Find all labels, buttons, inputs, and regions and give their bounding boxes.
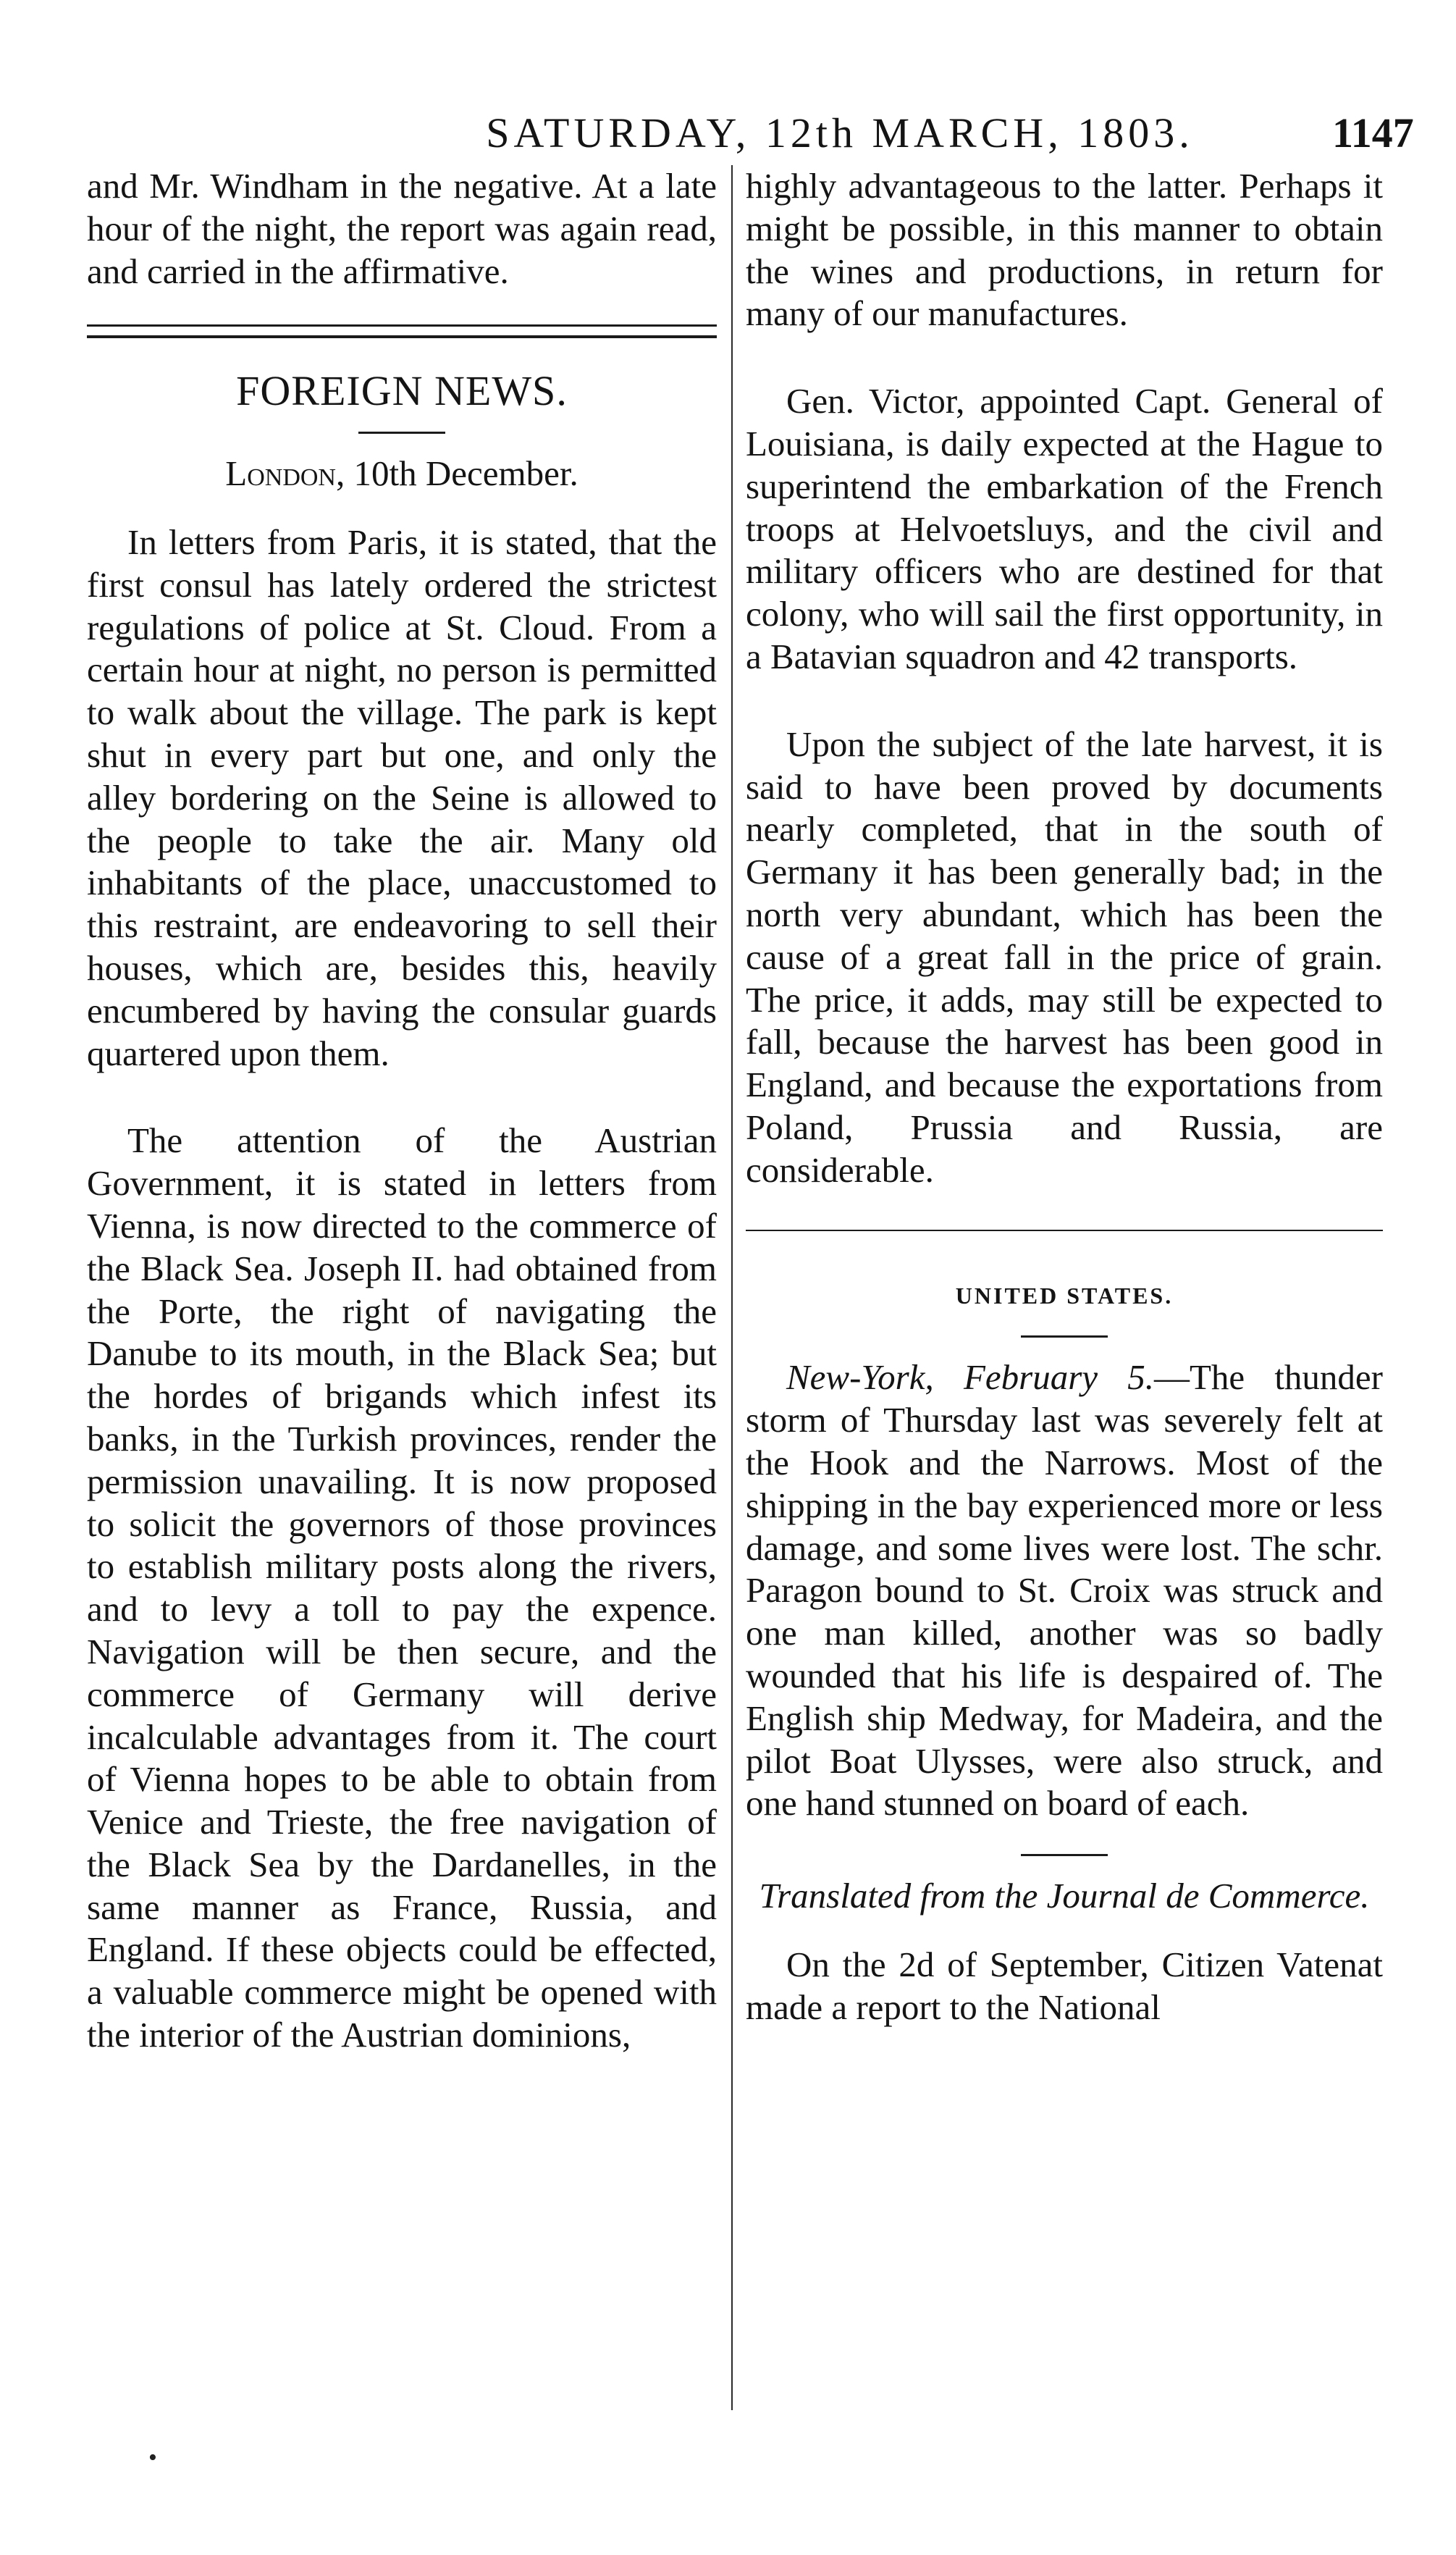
translated-heading: Translated from the Journal de Commerce. <box>759 1876 1370 1916</box>
running-head: SATURDAY, 12th MARCH, 1803. <box>486 109 1194 156</box>
article-harvest: Upon the subject of the late harvest, it is said to have been proved by documents nearly completed, that in the south of Germany it has been generally bad; in the north very abundant, which has been the cause of a great fall in the price of grain. The price, it adds, may still be expected to fall, because the harvest has been good in England, and because the exportations from Poland, Prussia and Russia, are considerable. <box>746 723 1383 1190</box>
dateline-london <box>87 453 717 495</box>
section-title-foreign-news: FOREIGN NEWS. <box>236 367 568 415</box>
column-divider <box>731 165 733 2410</box>
section-title-united-states: UNITED STATES. <box>955 1282 1174 1309</box>
dateline-date: 10th December. <box>345 453 578 494</box>
article-new-york-body: —The thunder storm of Thursday last was severely felt at the Hook and the Narrows. Most of the shipping in the bay experienced more or less damage, and some lives were lost. The schr. Paragon bound to St. Croix was struck and one man killed, another was so badly wounded that his life is despaired of. The English ship Medway, for Madeira, and the pilot Boat Ulysses, were also struck, and one hand stunned on board of each. <box>746 1357 1383 1824</box>
continued-paragraph-right: highly advantageous to the latter. Perhaps it might be possible, in this manner to obtain the wines and productions, in return for many of our manufactures. <box>746 166 1383 334</box>
continued-paragraph: and Mr. Windham in the negative. At a late hour of the night, the report was again read, and carried in the affirmative. <box>87 166 717 291</box>
page-number: 1147 <box>1332 109 1414 156</box>
section-rule <box>746 1230 1383 1231</box>
right-column <box>746 165 1383 2029</box>
left-column <box>87 165 717 2057</box>
dateline-place: London, <box>225 453 345 494</box>
article-vatenat-report: On the 2d of September, Citizen Vatenat made a report to the National <box>746 1944 1383 2027</box>
short-rule-translated <box>1021 1854 1108 1856</box>
double-rule-divider <box>87 324 717 338</box>
article-new-york-storm <box>746 1356 1383 1825</box>
article-austrian-commerce: The attention of the Austrian Government, it is stated in letters from Vienna, is now directed to the commerce of the Black Sea. Joseph II. had obtained from the Porte, the right of navigating the Danube to its mouth, in the Black Sea; but the hordes of brigands which infest its banks, in the Turkish provinces, render the permission unavailing. It is now proposed to solicit the governors of those provinces to establish military posts along the rivers, and to levy a toll to pay the expence. Navigation will be then secure, and the commerce of Germany will derive incalculable advantages from it. The court of Vienna hopes to be able to obtain from Venice and Trieste, the free navigation of the Black Sea by the Dardanelles, in the same manner as France, Russia, and England. If these objects could be effected, a valuable commerce might be opened with the interior of the Austrian dominions, <box>87 1120 717 2055</box>
short-rule-right <box>1021 1335 1108 1338</box>
printer-mark: • <box>148 2444 157 2471</box>
article-paris-police: In letters from Paris, it is stated, that the first consul has lately ordered the strictest regulations of police at St. Cloud. From a certain hour at night, no person is permitted to walk about the village. The park is kept shut in every part but one, and only the alley bordering on the Seine is allowed to the people to take the air. Many old inhabitants of the place, unaccustomed to this restraint, are endeavoring to sell their houses, which are, besides this, heavily encumbered by having the consular guards quartered upon them. <box>87 521 717 1073</box>
dateline-new-york: New-York, February 5. <box>786 1357 1154 1398</box>
short-rule <box>358 432 445 434</box>
article-gen-victor: Gen. Victor, appointed Capt. General of Louisiana, is daily expected at the Hague to superintend the embarkation of the French troops at Helvoetsluys, and the civil and military officers who are destined for that colony, who will sail the first opportunity, in a Batavian squadron and 42 transports. <box>746 381 1383 676</box>
